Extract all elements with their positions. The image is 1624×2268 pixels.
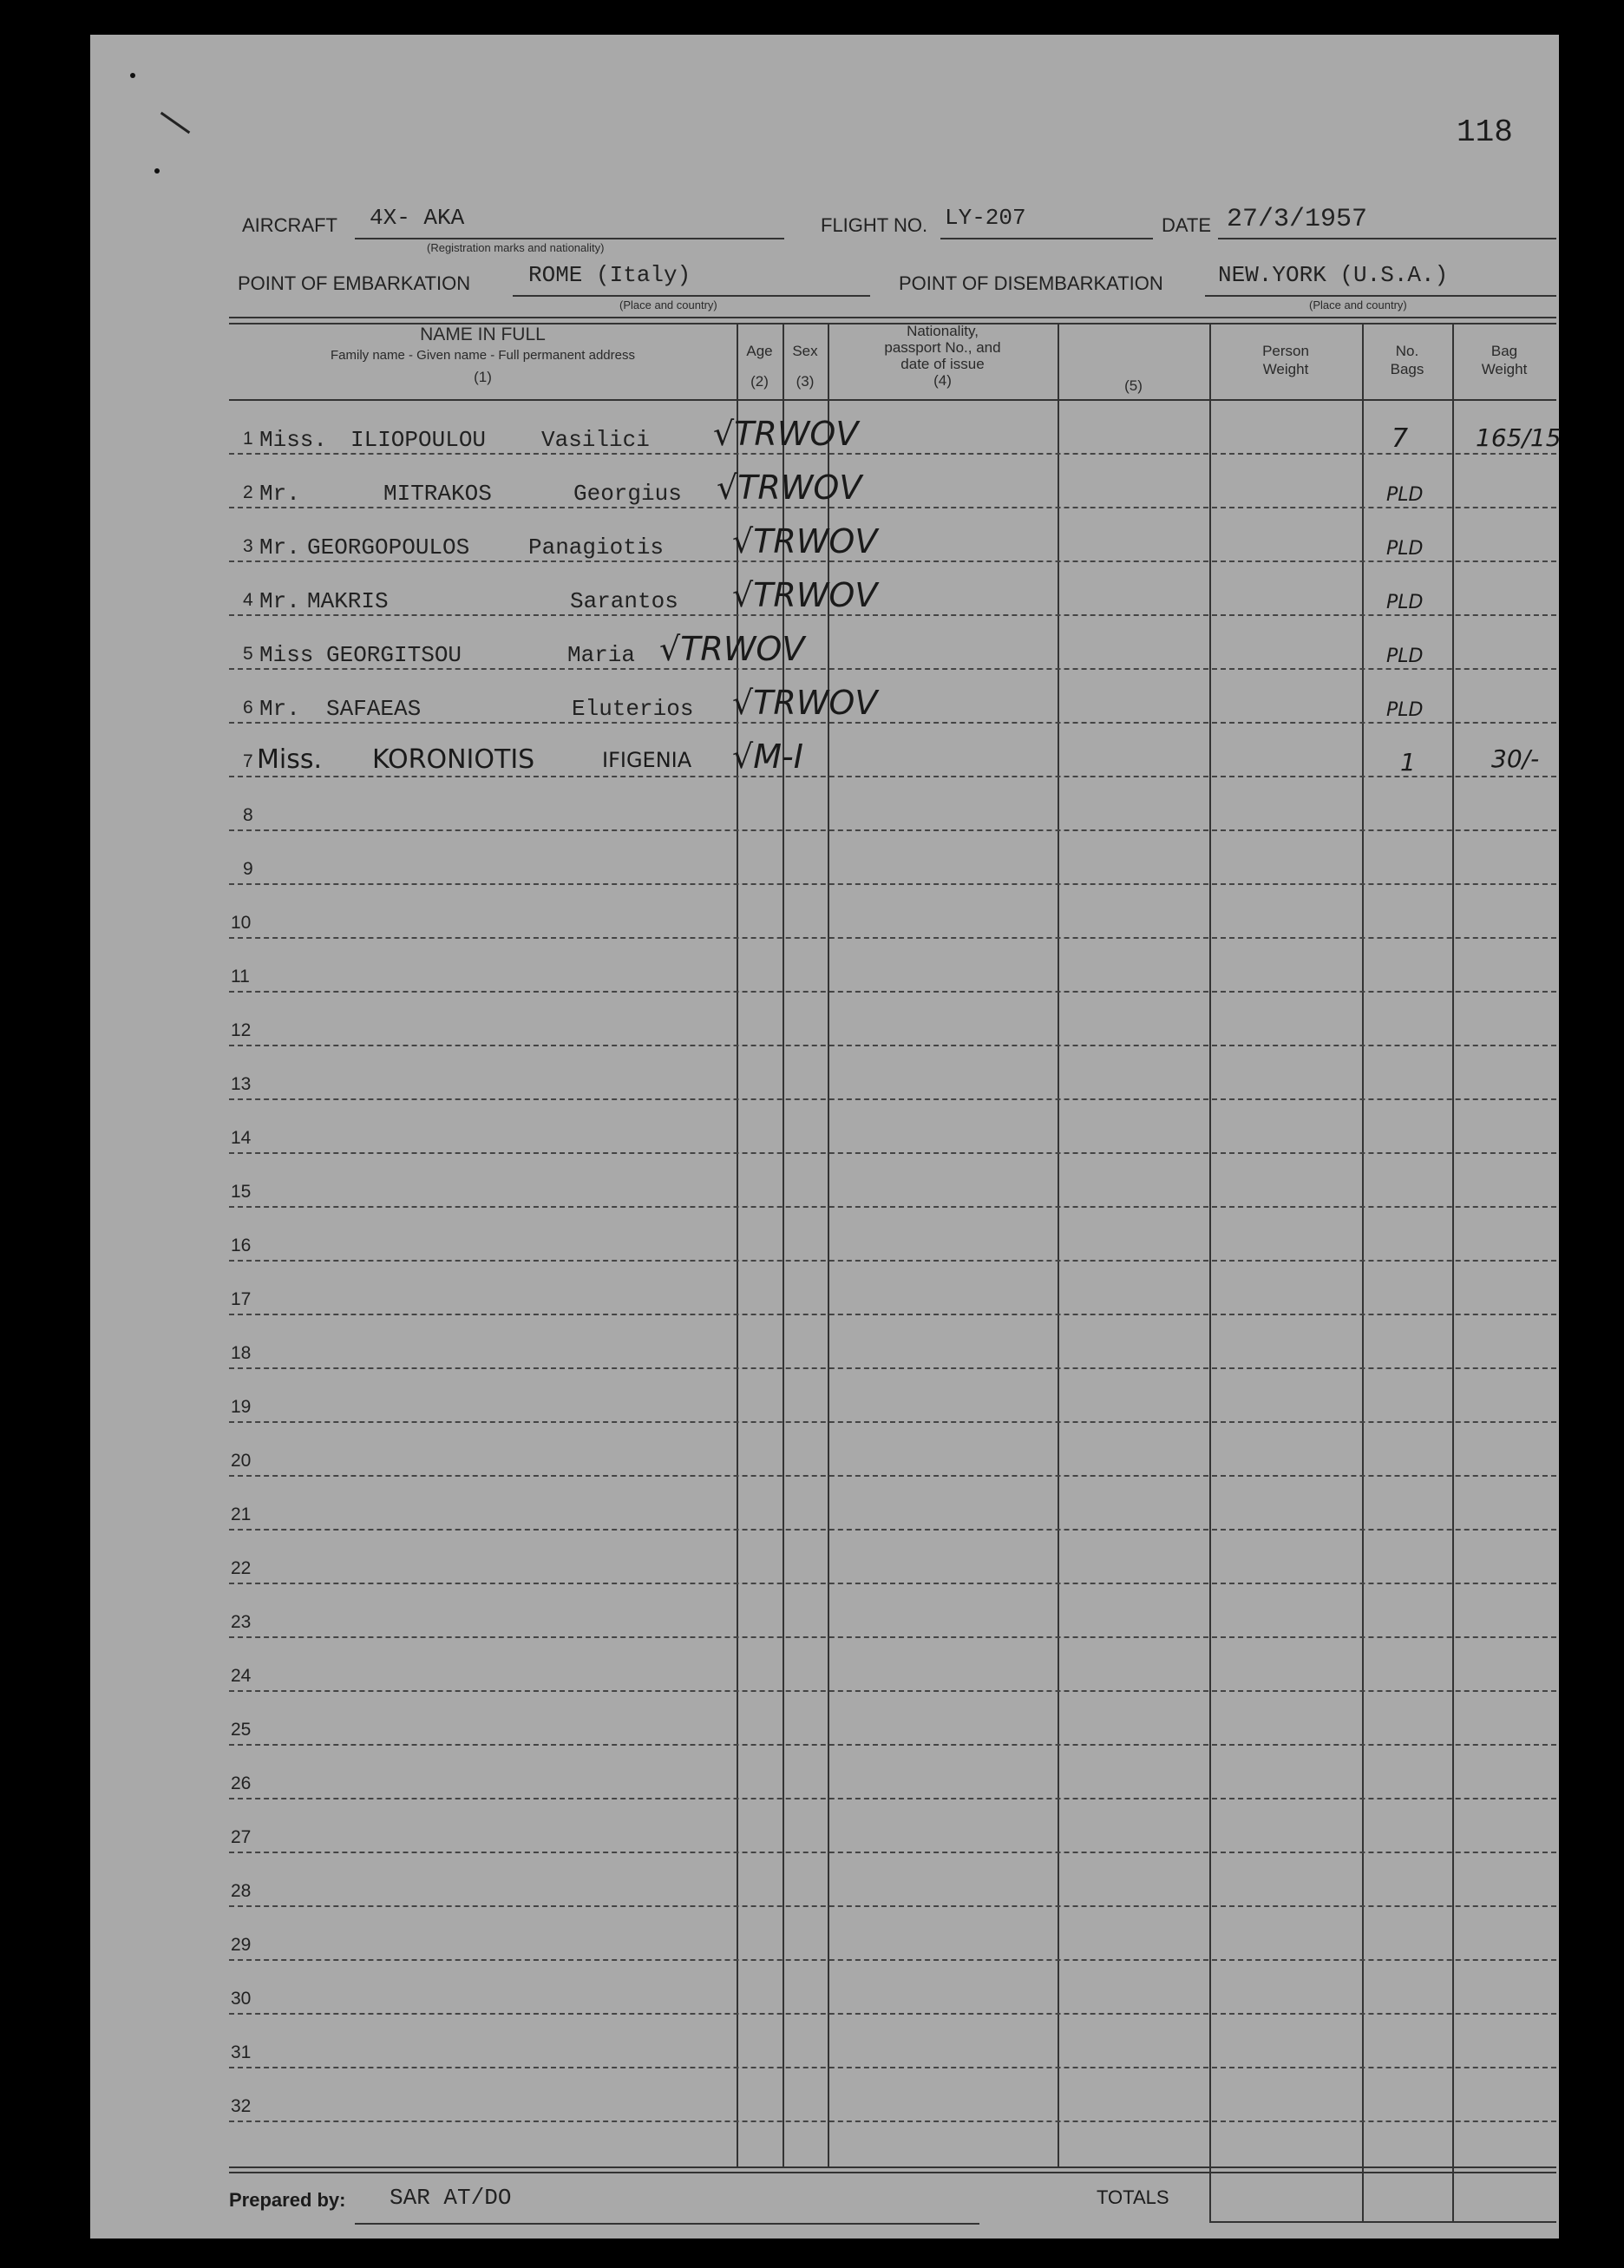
bags-count: PLD (1386, 592, 1424, 613)
passenger-given-name: IFIGENIA (602, 748, 692, 772)
col-divider-bags (1362, 323, 1364, 2223)
disembark-note: (Place and country) (1309, 298, 1407, 311)
embark-value: ROME (Italy) (528, 262, 691, 288)
row-number: 3 (243, 536, 253, 556)
col-age-num: (2) (750, 373, 769, 390)
col-nat-1: Nationality, (907, 323, 979, 339)
col-bags-1: No. (1395, 343, 1419, 359)
passenger-given-name: Maria (567, 642, 636, 668)
row-number: 30 (231, 1989, 252, 2009)
col-name-num: (1) (474, 369, 492, 385)
row-rule (229, 1959, 1556, 1961)
col-person-weight-2: Weight (1262, 361, 1309, 377)
bags-count: 1 (1400, 748, 1416, 777)
page-number: 118 (1457, 115, 1513, 150)
col-nat-2: passport No., and (884, 339, 1001, 356)
row-rule (229, 1905, 1556, 1907)
row-rule (229, 614, 1556, 616)
aircraft-value: 4X- AKA (370, 205, 465, 231)
col-sex: Sex (792, 343, 818, 359)
row-rule (229, 883, 1556, 885)
passenger-title: Mr. (259, 588, 300, 614)
row-number: 27 (231, 1827, 252, 1847)
bags-count: PLD (1386, 484, 1424, 506)
passenger-family-name: KORONIOTIS (372, 744, 535, 775)
passenger-family-name: ILIOPOULOU (350, 427, 487, 453)
row-number: 28 (231, 1881, 252, 1901)
handwritten-mark: √TRWOV (732, 522, 878, 560)
passenger-family-name: GEORGOPOULOS (307, 534, 470, 560)
bags-count: PLD (1386, 538, 1424, 560)
row-rule (229, 1045, 1556, 1046)
embark-note: (Place and country) (619, 298, 717, 311)
row-number: 1 (243, 429, 253, 449)
passenger-title: Mr. (259, 534, 300, 560)
row-rule (229, 1260, 1556, 1262)
row-number: 29 (231, 1935, 252, 1955)
bags-count: PLD (1386, 699, 1424, 721)
row-rule (229, 1583, 1556, 1584)
row-rule (229, 1798, 1556, 1799)
row-rule (229, 1314, 1556, 1315)
row-number: 5 (243, 644, 253, 664)
passenger-title: Miss. (257, 744, 323, 775)
col-nat-3: date of issue (900, 356, 985, 372)
row-number: 26 (231, 1773, 252, 1793)
row-rule (229, 1529, 1556, 1531)
row-rule (229, 1852, 1556, 1853)
passenger-given-name: Vasilici (541, 427, 650, 453)
row-number: 32 (231, 2096, 252, 2116)
bags-count: 7 (1392, 423, 1409, 454)
row-rule (229, 1098, 1556, 1100)
row-number: 24 (231, 1666, 252, 1686)
row-number: 4 (243, 590, 253, 610)
bag-weight: 30/- (1491, 744, 1540, 773)
col-divider-bag-weight (1452, 323, 1454, 2223)
row-rule (229, 991, 1556, 993)
row-number: 11 (231, 967, 250, 987)
table-top-rule (229, 317, 1556, 318)
passenger-given-name: Georgius (573, 481, 682, 507)
row-number: 25 (231, 1720, 252, 1740)
row-number: 16 (231, 1236, 252, 1255)
corner-scratch (160, 112, 190, 134)
col-bags-2: Bags (1390, 361, 1424, 377)
embark-label: POINT OF EMBARKATION (238, 272, 471, 294)
row-number: 13 (231, 1074, 252, 1094)
row-rule (229, 1744, 1556, 1746)
row-number: 8 (243, 805, 253, 825)
bags-count: PLD (1386, 646, 1424, 667)
row-number: 9 (243, 859, 253, 879)
passenger-family-name: MAKRIS (307, 588, 389, 614)
row-rule (229, 829, 1556, 831)
row-number: 7 (243, 751, 253, 771)
passenger-title: Mr. (259, 696, 300, 722)
row-number: 15 (231, 1182, 252, 1202)
row-rule (229, 453, 1556, 455)
col-name-title: NAME IN FULL (420, 324, 546, 344)
prepared-label: Prepared by: (229, 2189, 346, 2211)
row-rule (229, 776, 1556, 777)
col-person-weight-1: Person (1262, 343, 1309, 359)
row-rule (229, 507, 1556, 508)
footer-top-rule (229, 2166, 1556, 2168)
row-number: 18 (231, 1343, 252, 1363)
passenger-given-name: Eluterios (572, 696, 694, 722)
disembark-underline (1205, 295, 1556, 297)
row-number: 2 (243, 482, 253, 502)
flight-label: FLIGHT NO. (821, 214, 928, 236)
manifest-sheet (90, 35, 1562, 2239)
row-number: 21 (231, 1504, 252, 1524)
handwritten-mark: √TRWOV (713, 415, 859, 453)
row-number: 6 (243, 698, 253, 718)
passenger-family-name: SAFAEAS (326, 696, 422, 722)
bag-weight: 165/15 (1476, 423, 1562, 452)
handwritten-mark: √TRWOV (659, 630, 805, 668)
totals-bottom-rule (1209, 2221, 1556, 2223)
passenger-given-name: Panagiotis (528, 534, 665, 560)
passenger-title: Miss (259, 642, 314, 668)
row-rule (229, 2067, 1556, 2068)
embark-underline (513, 295, 870, 297)
handwritten-mark: √TRWOV (732, 684, 878, 722)
disembark-value: NEW.YORK (U.S.A.) (1218, 262, 1449, 288)
aircraft-label: AIRCRAFT (242, 214, 337, 236)
passenger-family-name: MITRAKOS (383, 481, 492, 507)
row-number: 20 (231, 1451, 252, 1471)
flight-underline (940, 238, 1153, 239)
col-bag-weight-2: Weight (1481, 361, 1528, 377)
row-number: 19 (231, 1397, 252, 1417)
passenger-title: Mr. (259, 481, 300, 507)
date-value: 27/3/1957 (1227, 205, 1368, 234)
row-number: 17 (231, 1289, 252, 1309)
handwritten-mark: √TRWOV (717, 469, 862, 507)
passenger-title: Miss. (259, 427, 328, 453)
row-rule (229, 1475, 1556, 1477)
handwritten-mark: √TRWOV (732, 576, 878, 614)
aircraft-underline (355, 238, 784, 239)
row-rule (229, 2013, 1556, 2015)
corner-speck (154, 168, 160, 174)
prepared-underline (355, 2223, 979, 2225)
totals-label: TOTALS (1097, 2186, 1169, 2208)
aircraft-note: (Registration marks and nationality) (427, 241, 605, 254)
header-bottom-rule (229, 399, 1556, 401)
row-rule (229, 1690, 1556, 1692)
col-5: (5) (1124, 377, 1143, 394)
passenger-family-name: GEORGITSOU (326, 642, 462, 668)
row-number: 22 (231, 1558, 252, 1578)
row-rule (229, 1206, 1556, 1208)
row-rule (229, 1367, 1556, 1369)
date-underline (1218, 238, 1556, 239)
flight-value: LY-207 (945, 205, 1026, 231)
row-rule (229, 560, 1556, 562)
col-name-sub: Family name - Given name - Full permanent address (331, 348, 635, 363)
passenger-given-name: Sarantos (570, 588, 678, 614)
row-number: 31 (231, 2042, 252, 2062)
col-divider-person-weight (1209, 323, 1211, 2223)
col-bag-weight-1: Bag (1490, 343, 1518, 359)
corner-speck (130, 73, 135, 78)
row-rule (229, 722, 1556, 724)
row-rule (229, 1152, 1556, 1154)
row-number: 12 (231, 1020, 252, 1040)
row-number: 10 (231, 913, 252, 933)
row-rule (229, 668, 1556, 670)
row-rule (229, 2121, 1556, 2122)
row-number: 14 (231, 1128, 252, 1148)
row-number: 23 (231, 1612, 252, 1632)
handwritten-mark: √M-I (732, 737, 803, 776)
prepared-value: SAR AT/DO (390, 2185, 512, 2211)
row-rule (229, 1421, 1556, 1423)
disembark-label: POINT OF DISEMBARKATION (899, 272, 1163, 294)
col-sex-num: (3) (796, 373, 815, 390)
row-rule (229, 1636, 1556, 1638)
col-nat-num: (4) (933, 372, 952, 389)
col-divider-5 (1058, 323, 1059, 2166)
col-age: Age (746, 343, 773, 359)
row-rule (229, 937, 1556, 939)
footer-top-rule-2 (229, 2172, 1556, 2173)
date-label: DATE (1162, 214, 1212, 236)
